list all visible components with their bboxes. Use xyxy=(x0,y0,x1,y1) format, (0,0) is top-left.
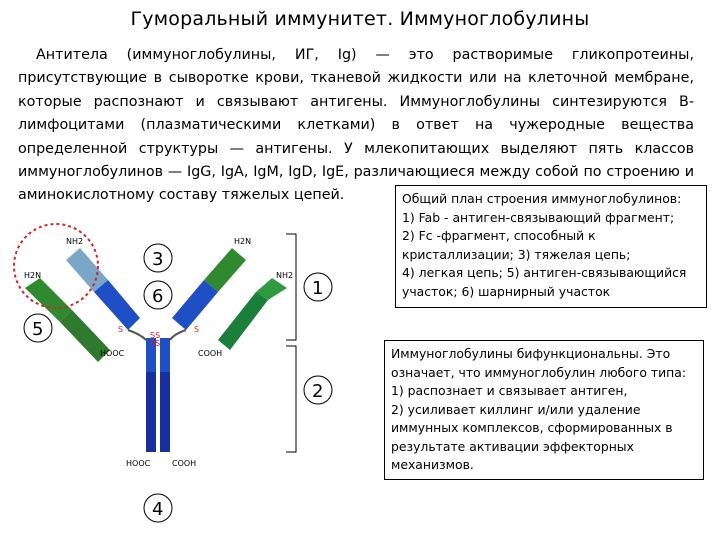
page-title: Гуморальный иммунитет. Иммуноглобулины xyxy=(130,8,590,30)
function-line-6: результате активации эффекторных xyxy=(391,438,634,454)
right-light-constant xyxy=(218,292,268,350)
hooc-left: HOOC xyxy=(100,349,125,358)
cooh-mid: COOH xyxy=(198,349,223,358)
function-line-5: иммунных комплексов, сформированных в xyxy=(391,420,673,435)
fc-stem xyxy=(128,330,186,452)
intro-paragraph: Антитела (иммуноглобулины, ИГ, Ig) — это растворимые гликопротеины, присутствующие в сыворотке крови, тканевой жидкости или на клеточной мембране, которые распознают и связывают антигены. Иммуноглобулины синтезируются В-лимфоцитами (плазматическими клетками) в ответ на чужеродные вещества определенной структуры — антигены. У млекопитающих выделяют пять классов иммуноглобулинов — IgG, IgA, IgM, IgD, IgE, различающиеся между собой по строению и аминокислотному составу тяжелых цепей. xyxy=(18,47,694,204)
left-heavy-constant xyxy=(94,280,140,330)
nh2-right: NH2 xyxy=(276,271,294,280)
ss-label-1: SS xyxy=(150,331,161,340)
function-line-2: означает, что иммуноглобулин любого типа: xyxy=(391,364,687,380)
function-line-4: 2) усиливает киллинг и/или удаление xyxy=(391,401,641,417)
function-box xyxy=(384,340,704,480)
marker-4 xyxy=(144,494,172,522)
marker-2 xyxy=(304,376,332,404)
function-line-1: Иммуноглобулины бифункциональны. Это xyxy=(391,346,671,361)
hinge-left xyxy=(128,330,146,340)
marker-1-text: 1 xyxy=(312,278,324,299)
fab-bracket xyxy=(286,234,296,340)
structure-line-4: кристаллизации; 3) тяжелая цепь; xyxy=(402,246,631,262)
marker-5-text: 5 xyxy=(32,319,44,340)
s-mark-left: S xyxy=(118,325,124,334)
right-heavy-variable xyxy=(204,248,246,292)
hooc-bottom: HOOC xyxy=(126,459,151,468)
marker-3 xyxy=(144,244,172,272)
structure-legend-box xyxy=(395,185,707,308)
left-heavy-variable xyxy=(66,248,108,292)
structure-line-5: 4) легкая цепь; 5) антиген-связывающийся xyxy=(402,265,687,280)
structure-line-6: участок; 6) шарнирный участок xyxy=(402,283,611,299)
marker-6-text: 6 xyxy=(152,286,164,307)
marker-3-text: 3 xyxy=(152,249,164,270)
ss-label-2: SS xyxy=(150,339,161,348)
right-fab-arm xyxy=(172,248,287,350)
h2n-left: H2N xyxy=(24,271,42,280)
antibody-diagram xyxy=(0,200,380,540)
function-line-7: механизмов. xyxy=(391,457,474,472)
structure-line-3: 2) Fc -фрагмент, способный к xyxy=(402,228,596,243)
fc-right-lower xyxy=(160,372,170,452)
function-line-3: 1) распознает и связывает антиген, xyxy=(391,383,628,398)
structure-line-2: 1) Fab - антиген-связывающий фрагмент; xyxy=(402,209,675,225)
s-mark-right: S xyxy=(194,325,200,334)
marker-5 xyxy=(24,314,52,342)
structure-line-1: Общий план строения иммуноглобулинов: xyxy=(402,191,682,206)
hinge-right xyxy=(170,330,186,340)
fc-right-upper xyxy=(160,338,170,372)
nh2-top-left: NH2 xyxy=(66,237,84,246)
cooh-bottom: COOH xyxy=(172,459,197,468)
marker-4-text: 4 xyxy=(152,499,164,520)
marker-2-text: 2 xyxy=(312,381,324,402)
right-heavy-constant xyxy=(172,280,218,330)
fc-left-lower xyxy=(146,372,156,452)
h2n-top-right: H2N xyxy=(234,237,252,246)
fc-bracket xyxy=(286,346,296,452)
marker-6 xyxy=(144,281,172,309)
marker-1 xyxy=(304,273,332,301)
